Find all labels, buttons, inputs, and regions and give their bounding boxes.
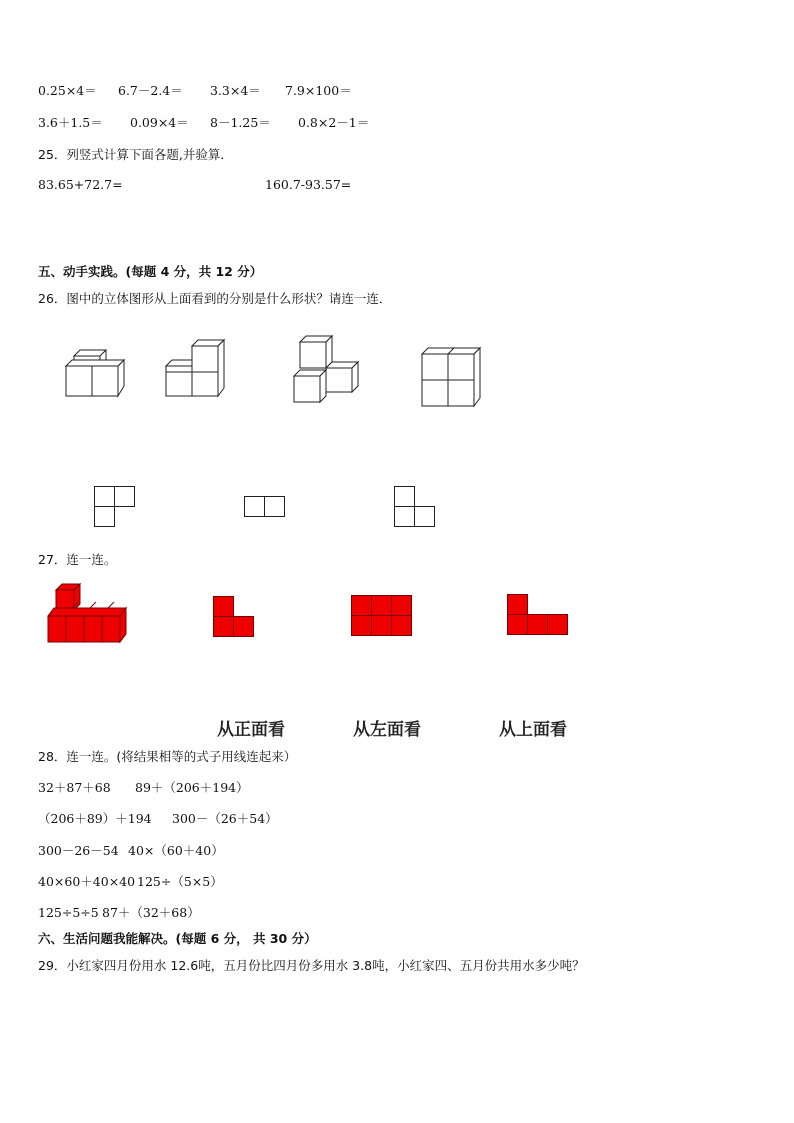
vertical-calc-item: 83.65+72.7= xyxy=(38,177,123,192)
question-26-title: 26．图中的立体图形从上面看到的分别是什么形状？请连一连． xyxy=(38,291,392,306)
question-29-title: 29．小红家四月份用水 12.6吨，五月份比四月份多用水 3.8吨，小红家四、五月份共用水多少吨？ xyxy=(38,958,585,973)
cube-figure-4 xyxy=(418,346,484,408)
cube-figure-1 xyxy=(60,350,140,400)
calc-item: 0.09×4＝ xyxy=(130,115,189,130)
expression-right: 125÷（5×5） xyxy=(137,874,223,889)
top-view-shape-1 xyxy=(94,486,136,528)
expression-left: （206＋89）＋194 xyxy=(38,811,152,826)
red-cube-solid xyxy=(46,584,126,644)
expression-right: 87＋（32＋68） xyxy=(102,905,200,920)
cube-figure-2 xyxy=(162,338,232,400)
section-5-heading: 五、动手实践。(每题 4 分，共 12 分） xyxy=(38,264,263,279)
calc-item: 6.7－2.4＝ xyxy=(118,83,183,98)
red-view-shape-3 xyxy=(507,594,569,636)
vertical-calc-item: 160.7-93.57= xyxy=(265,177,352,192)
question-25-title: 25．列竖式计算下面各题,并验算． xyxy=(38,147,233,162)
red-view-shape-2 xyxy=(351,595,413,637)
cube-figure-3 xyxy=(290,334,362,406)
calc-item: 8－1.25＝ xyxy=(210,115,271,130)
view-label-top: 从上面看 xyxy=(499,720,567,740)
calc-item: 0.25×4＝ xyxy=(38,83,97,98)
calc-item: 0.8×2－1＝ xyxy=(298,115,370,130)
question-27-title: 27．连一连。 xyxy=(38,552,117,567)
question-28-title: 28．连一连。(将结果相等的式子用线连起来） xyxy=(38,749,297,764)
expression-left: 300－26－54 xyxy=(38,843,119,858)
expression-right: 300－（26＋54） xyxy=(172,811,278,826)
expression-right: 40×（60＋40） xyxy=(128,843,224,858)
top-view-shape-3 xyxy=(394,486,436,528)
section-6-heading: 六、生活问题我能解决。(每题 6 分， 共 30 分） xyxy=(38,931,317,946)
calc-item: 3.3×4＝ xyxy=(210,83,261,98)
top-view-shape-2 xyxy=(244,496,286,518)
expression-left: 125÷5÷5 xyxy=(38,905,99,920)
view-label-front: 从正面看 xyxy=(217,720,285,740)
calc-item: 7.9×100＝ xyxy=(285,83,352,98)
red-view-shape-1 xyxy=(213,596,255,638)
expression-left: 40×60＋40×40 xyxy=(38,874,136,889)
expression-left: 32＋87＋68 xyxy=(38,780,111,795)
calc-item: 3.6＋1.5＝ xyxy=(38,115,103,130)
view-label-left: 从左面看 xyxy=(353,720,421,740)
expression-right: 89＋（206＋194） xyxy=(135,780,249,795)
